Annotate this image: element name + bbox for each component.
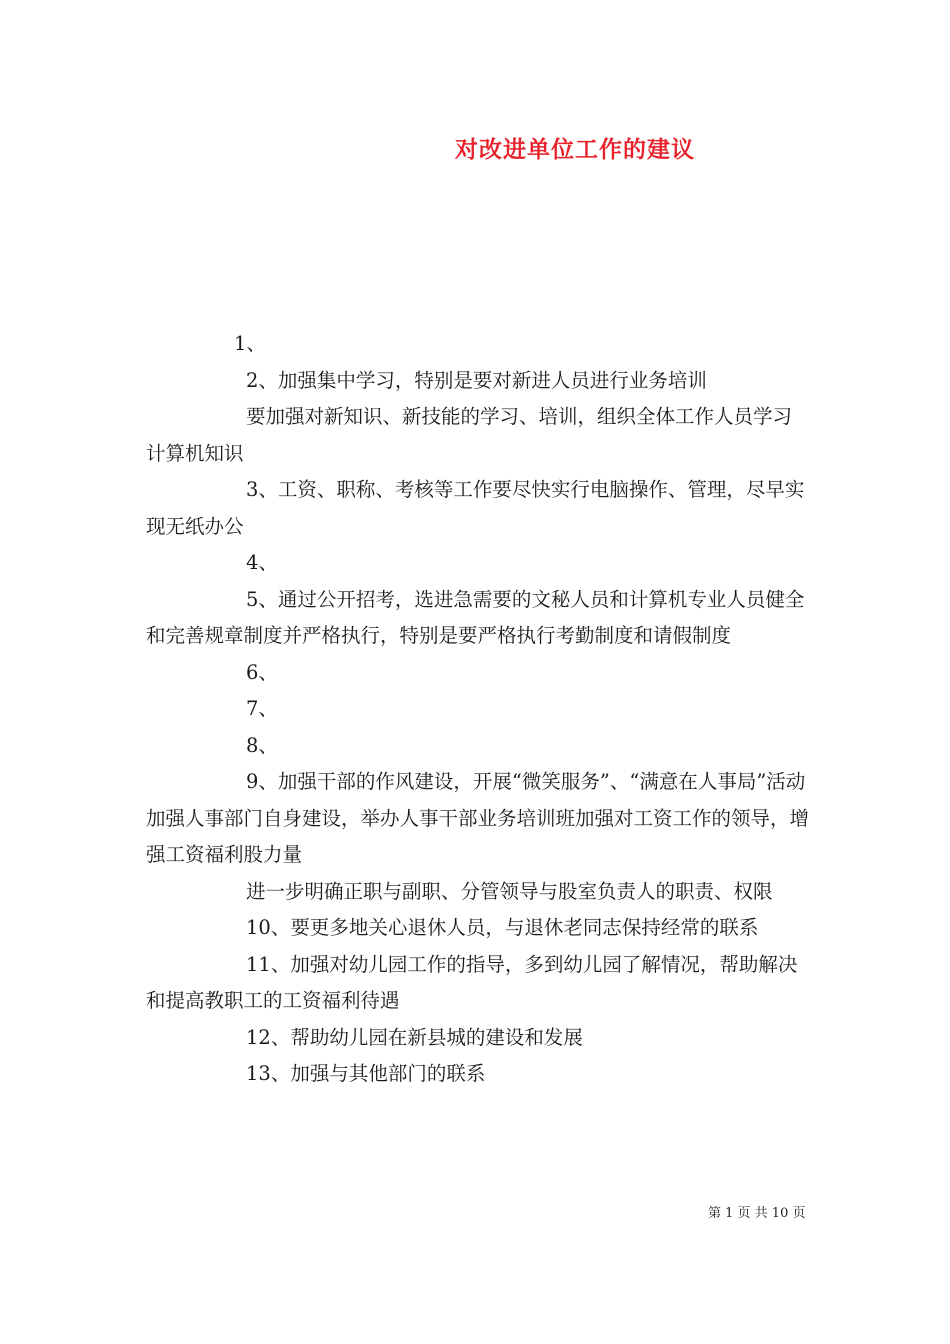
paragraph: 9、加强干部的作风建设，开展“微笑服务”、“满意在人事局”活动加强人事部门自身建设，举办人事干部业务培训班加强对工资工作的领导，增强工资福利股力量 — [146, 770, 810, 866]
paragraph: 5、通过公开招考，选进急需要的文秘人员和计算机专业人员健全和完善规章制度并严格执行，特别是要严格执行考勤制度和请假制度 — [146, 587, 805, 647]
paragraph: 7、 — [246, 697, 278, 720]
paragraph: 1、 — [234, 332, 266, 355]
paragraph: 13、加强与其他部门的联系 — [246, 1062, 486, 1085]
document-body — [146, 326, 811, 1093]
paragraph: 10、要更多地关心退休人员，与退休老同志保持经常的联系 — [246, 916, 759, 939]
page-footer: 第 1 页 共 10 页 — [708, 1206, 806, 1221]
paragraph: 要加强对新知识、新技能的学习、培训，组织全体工作人员学习计算机知识 — [146, 405, 793, 465]
page-title: 对改进单位工作的建议 — [455, 136, 695, 163]
paragraph: 3、工资、职称、考核等工作要尽快实行电脑操作、管理，尽早实现无纸办公 — [146, 478, 805, 538]
paragraph: 4、 — [246, 551, 278, 574]
paragraph: 2、加强集中学习，特别是要对新进人员进行业务培训 — [246, 368, 707, 392]
paragraph: 11、加强对幼儿园工作的指导，多到幼儿园了解情况，帮助解决和提高教职工的工资福利待遇 — [146, 952, 798, 1012]
paragraph: 12、帮助幼儿园在新县城的建设和发展 — [246, 1025, 583, 1049]
paragraph: 8、 — [246, 733, 278, 757]
paragraph: 6、 — [246, 660, 278, 684]
paragraph: 进一步明确正职与副职、分管领导与股室负责人的职责、权限 — [246, 879, 773, 903]
